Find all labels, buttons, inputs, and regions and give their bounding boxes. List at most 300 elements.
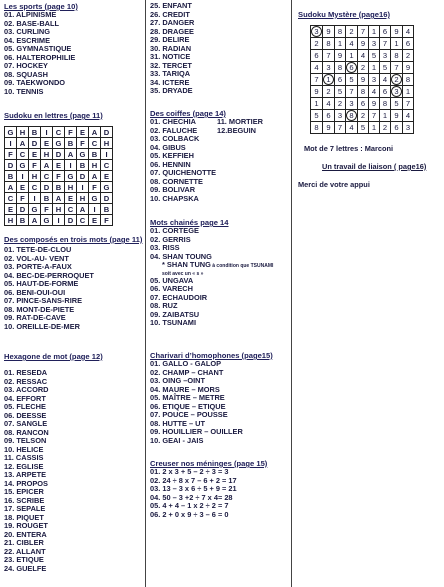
section-title-composes: Des composés en trois mots (page 11) <box>4 235 143 244</box>
grid-cell: A <box>17 138 29 149</box>
grid-cell: 5 <box>391 98 403 110</box>
list-item: 07. PINCE-SANS-RIRE <box>4 296 83 305</box>
grid-row <box>311 26 414 38</box>
circled-digit: 1 <box>323 74 334 85</box>
section-sports <box>4 2 143 96</box>
circled-digit: 3 <box>391 86 402 97</box>
grid-cell: D <box>65 215 77 226</box>
circled-digit: 3 <box>311 26 322 37</box>
list-item: 08. RANCON <box>4 427 49 437</box>
grid-cell: B <box>41 193 53 204</box>
chaines-list-part-1 <box>150 227 289 261</box>
grid-cell: I <box>65 160 77 171</box>
grid-row <box>311 98 414 110</box>
grid-cell: F <box>41 204 53 215</box>
list-item: 28. DRAGEE <box>150 26 194 36</box>
grid-cell: 1 <box>369 26 380 38</box>
grid-row <box>5 182 113 193</box>
grid-cell: 6 <box>311 50 323 62</box>
grid-cell: 6 <box>358 98 369 110</box>
grid-cell: 9 <box>391 110 403 122</box>
grid-cell: B <box>53 182 65 193</box>
list-item: 02. CHAMP – CHANT <box>150 367 224 377</box>
list-item: 02. VOL-AU- VENT <box>4 253 69 263</box>
grid-cell: 1 <box>369 122 380 134</box>
grid-row <box>311 38 414 50</box>
list-item: 16. SCRIBE <box>4 495 45 505</box>
section-title-chaines: Mots chainés page 14 <box>150 218 229 227</box>
grid-cell: 7 <box>346 86 358 98</box>
grid-cell: I <box>101 149 113 160</box>
list-item: 32. TERCET <box>150 60 192 70</box>
grid-cell: 5 <box>358 122 369 134</box>
list-item: 09. RAT-DE-CAVE <box>4 313 66 322</box>
grid-cell: B <box>5 171 17 182</box>
grid-row <box>5 127 113 138</box>
grid-cell: 8 <box>311 122 323 134</box>
grid-cell: 6 <box>380 86 391 98</box>
grid-cell: 3 <box>403 122 414 134</box>
list-item: 07. HOCKEY <box>4 61 48 70</box>
circled-digit: 6 <box>346 62 357 73</box>
grid-cell: I <box>41 127 53 138</box>
grid-cell: 6 <box>335 74 346 86</box>
grid-cell: 3 <box>380 50 391 62</box>
list-item: 01. TETE-DE-CLOU <box>4 245 72 254</box>
section-sudoku-mystere <box>298 10 442 189</box>
grid-cell: H <box>29 171 41 182</box>
grid-cell: 4 <box>323 98 335 110</box>
grid-cell: 2 <box>380 122 391 134</box>
grid-cell: I <box>89 204 101 215</box>
list-item: 19. ROUGET <box>4 521 48 530</box>
list-item: 08. RUZ <box>150 301 178 310</box>
list-item: 29. DELIRE <box>150 35 190 44</box>
list-item: 06. BENI-OUI-OUI <box>4 287 66 297</box>
section-charivari <box>150 351 289 445</box>
chaines-list-part-2 <box>150 277 289 328</box>
list-item: 10. TENNIS <box>4 86 44 96</box>
thanks-text: Merci de votre appui <box>298 180 370 189</box>
list-item: 14. PROPOS <box>4 478 48 488</box>
list-item: 09. HOUILLIER – OUILLER <box>150 427 243 436</box>
list-item: 11. MORTIER <box>217 117 263 126</box>
grid-cell: A <box>5 182 17 193</box>
grid-cell: 9 <box>311 86 323 98</box>
grid-row <box>311 122 414 134</box>
list-item: 05. GYMNASTIQUE <box>4 44 72 53</box>
grid-cell: H <box>41 149 53 160</box>
grid-cell: 7 <box>391 62 403 74</box>
list-item: 13. ARPETE <box>4 470 47 479</box>
grid-cell: C <box>77 215 89 226</box>
list-item: 03. OING –OINT <box>150 376 206 385</box>
list-item: 07. QUICHENOTTE <box>150 168 217 177</box>
list-item: 05. KEFFIEH <box>150 151 194 160</box>
grid-cell: C <box>5 193 17 204</box>
grid-cell: D <box>17 204 29 215</box>
list-item: 10. CHAPSKA <box>150 193 199 203</box>
grid-cell: E <box>53 160 65 171</box>
grid-cell: 5 <box>380 62 391 74</box>
grid-cell: 3 <box>369 74 380 86</box>
grid-cell: E <box>65 193 77 204</box>
list-item: 09. ZAIBATSU <box>150 309 200 319</box>
grid-cell: 9 <box>403 62 414 74</box>
grid-cell: G <box>5 127 17 138</box>
grid-cell: 9 <box>391 26 403 38</box>
grid-cell: 4 <box>311 62 323 74</box>
list-item: 02. 24 ÷ 8 x 7 – 6 + 2 = 17 <box>150 475 237 485</box>
grid-cell: 8 <box>391 50 403 62</box>
grid-cell: A <box>65 149 77 160</box>
list-item: 24. GUELFE <box>4 563 47 573</box>
grid-row <box>311 74 414 86</box>
grid-cell: C <box>41 171 53 182</box>
list-item: 02. GERRIS <box>150 234 191 244</box>
grid-cell: 3 <box>323 62 335 74</box>
grid-cell: 8 <box>335 62 346 74</box>
grid-cell: 9 <box>358 74 369 86</box>
grid-row <box>311 50 414 62</box>
grid-cell: F <box>89 182 101 193</box>
list-item: 04. SHAN TOUNG <box>150 251 212 261</box>
grid-cell: 2 <box>323 86 335 98</box>
grid-cell: G <box>65 171 77 182</box>
grid-cell: 1 <box>391 38 403 50</box>
list-item: 34. ICTERE <box>150 77 190 87</box>
list-item: 12. EGLISE <box>4 461 44 471</box>
section-title-meninges: Creuser nos méninges (page 15) <box>150 459 268 468</box>
grid-cell: G <box>77 149 89 160</box>
shan-tung-note <box>150 261 289 271</box>
section-hexagone-continued <box>150 2 289 96</box>
grid-cell: C <box>29 182 41 193</box>
grid-cell: C <box>65 204 77 215</box>
grid-cell: 7 <box>311 74 323 86</box>
list-item: 21. CIBLER <box>4 538 44 547</box>
list-item: 06. HENNIN <box>150 159 191 169</box>
grid-cell: B <box>17 215 29 226</box>
grid-cell: F <box>65 127 77 138</box>
grid-cell: 5 <box>335 86 346 98</box>
grid-cell: A <box>41 160 53 171</box>
list-item: 03. ACCORD <box>4 385 49 394</box>
grid-cell: D <box>29 138 41 149</box>
grid-cell: H <box>17 127 29 138</box>
grid-cell: 1 <box>335 38 346 50</box>
grid-cell: 3 <box>346 98 358 110</box>
list-item: 03. COLBACK <box>150 134 200 143</box>
grid-cell: D <box>101 193 113 204</box>
grid-cell: 4 <box>403 110 414 122</box>
grid-cell: 5 <box>369 50 380 62</box>
grid-cell: C <box>17 149 29 160</box>
list-item: 10. HELICE <box>4 444 44 454</box>
grid-cell <box>391 86 403 98</box>
grid-cell: 5 <box>311 110 323 122</box>
list-item: 06. 2 + 0 x 9 ÷ 3 – 6 = 0 <box>150 509 229 519</box>
section-hexagone <box>4 352 143 573</box>
grid-row <box>5 193 113 204</box>
grid-cell: E <box>101 171 113 182</box>
grid-cell: 8 <box>403 74 414 86</box>
grid-row <box>5 204 113 215</box>
meninges-list <box>150 468 289 519</box>
grid-cell: E <box>29 149 41 160</box>
list-item: 01. CHECHIA <box>150 117 196 126</box>
grid-cell: F <box>101 215 113 226</box>
grid-cell: I <box>53 215 65 226</box>
list-item: 03. 13 – 3 x 6 ÷ 5 + 9 = 21 <box>150 484 237 493</box>
grid-cell: 8 <box>323 38 335 50</box>
grid-cell: D <box>101 127 113 138</box>
grid-cell: 5 <box>346 74 358 86</box>
grid-cell: H <box>65 182 77 193</box>
list-item: 01. ALPINISME <box>4 10 57 19</box>
sports-list <box>4 11 143 96</box>
circled-digit: 8 <box>346 110 357 121</box>
list-item: 05. UNGAVA <box>150 275 194 285</box>
grid-cell: 4 <box>403 26 414 38</box>
grid-cell: 1 <box>346 50 358 62</box>
list-item: 07. SANGLE <box>4 419 48 428</box>
grid-cell: 7 <box>358 26 369 38</box>
list-item: 25. ENFANT <box>150 1 192 10</box>
grid-cell: I <box>77 182 89 193</box>
grid-cell: F <box>17 193 29 204</box>
grid-row <box>5 138 113 149</box>
shan-tung-note-2: soit avec un « s » <box>162 270 204 277</box>
grid-cell <box>323 74 335 86</box>
list-item: 10. TSUNAMI <box>150 318 196 327</box>
list-item: 12.BEGUIN <box>217 125 257 135</box>
list-item: 27. DANGER <box>150 18 195 27</box>
grid-cell: 8 <box>358 86 369 98</box>
grid-cell: C <box>101 160 113 171</box>
list-item: 17. SEPALE <box>4 504 46 513</box>
grid-cell: F <box>77 138 89 149</box>
shan-tung-main: * SHAN TUNG <box>162 260 211 269</box>
list-item: 03. RISS <box>150 243 180 252</box>
grid-row <box>5 160 113 171</box>
grid-cell: 6 <box>391 122 403 134</box>
list-item: 01. RESEDA <box>4 368 48 377</box>
list-item: 06. VARECH <box>150 284 193 293</box>
grid-cell: 4 <box>369 86 380 98</box>
grid-cell: 1 <box>311 98 323 110</box>
section-meninges <box>150 459 289 519</box>
grid-cell: 4 <box>346 38 358 50</box>
list-item: 30. RADIAN <box>150 43 192 53</box>
grid-cell: 2 <box>311 38 323 50</box>
column-3 <box>292 0 444 587</box>
list-item: 04. ESCRIME <box>4 35 51 45</box>
section-composes <box>4 235 143 331</box>
liaison-title: Un travail de liaison ( page16) <box>322 162 427 171</box>
grid-cell: B <box>65 138 77 149</box>
list-item: 09. TAEKWONDO <box>4 78 66 87</box>
grid-cell: G <box>101 182 113 193</box>
list-item: 01. GALLO - GALOP <box>150 359 222 368</box>
mystery-word: Mot de 7 lettres : Marconi <box>304 144 394 153</box>
grid-cell <box>346 62 358 74</box>
list-item: 04. EFFORT <box>4 393 46 403</box>
grid-cell: H <box>77 193 89 204</box>
list-item: 33. TARIQA <box>150 69 191 78</box>
grid-row <box>311 86 414 98</box>
grid-cell: 7 <box>403 98 414 110</box>
grid-cell: 7 <box>335 122 346 134</box>
grid-cell: 4 <box>380 74 391 86</box>
list-item: 03. CURLING <box>4 27 50 36</box>
grid-cell: H <box>53 204 65 215</box>
list-item: 31. NOTICE <box>150 52 191 61</box>
grid-cell: 9 <box>323 122 335 134</box>
grid-cell: D <box>41 182 53 193</box>
grid-cell: F <box>29 160 41 171</box>
section-title-coiffes: Des coiffes (page 14) <box>150 109 226 118</box>
grid-cell: B <box>29 127 41 138</box>
grid-cell: E <box>5 204 17 215</box>
grid-cell: G <box>29 204 41 215</box>
list-item: 18. PIQUET <box>4 512 44 522</box>
section-title-sudoku-letters: Sudoku en lettres (page 11) <box>4 111 103 120</box>
grid-cell: D <box>77 171 89 182</box>
grid-cell: 6 <box>380 26 391 38</box>
section-coiffes <box>150 109 289 203</box>
grid-cell: E <box>89 215 101 226</box>
grid-cell: 2 <box>358 110 369 122</box>
grid-cell: E <box>17 182 29 193</box>
composes-list <box>4 246 143 331</box>
grid-cell <box>346 110 358 122</box>
grid-cell: C <box>53 127 65 138</box>
list-item: 23. ETIQUE <box>4 555 44 564</box>
charivari-list <box>150 360 289 445</box>
grid-row <box>5 149 113 160</box>
shan-tung-condition: à condition que TSUNAMI <box>210 263 274 269</box>
list-item: 05. HAUT-DE-FORME <box>4 279 79 288</box>
grid-cell: I <box>17 171 29 182</box>
list-item: 15. EPICER <box>4 487 44 496</box>
list-item: 02. FALUCHE <box>150 125 198 135</box>
grid-cell: H <box>101 138 113 149</box>
section-chaines <box>150 218 289 328</box>
grid-cell: 1 <box>369 62 380 74</box>
section-title-sports: Les sports (page 10) <box>4 2 78 11</box>
grid-cell: 4 <box>346 122 358 134</box>
grid-cell: 2 <box>346 26 358 38</box>
grid-cell: 2 <box>358 62 369 74</box>
grid-cell: 1 <box>380 110 391 122</box>
grid-cell: G <box>89 193 101 204</box>
grid-row <box>5 215 113 226</box>
column-2 <box>146 0 291 587</box>
grid-cell: I <box>29 193 41 204</box>
grid-cell: 7 <box>369 110 380 122</box>
grid-cell: 9 <box>335 50 346 62</box>
grid-row <box>5 171 113 182</box>
grid-row <box>311 62 414 74</box>
coiffes-extra-list <box>217 118 263 135</box>
list-item: 06. ETIQUE – ETIQUE <box>150 401 226 411</box>
list-item: 06. DEESSE <box>4 410 47 420</box>
grid-cell: 3 <box>335 110 346 122</box>
grid-cell: 8 <box>380 98 391 110</box>
list-item: 20. ENTERA <box>4 529 47 539</box>
grid-cell: D <box>53 149 65 160</box>
list-item: 26. CREDIT <box>150 9 190 19</box>
grid-cell: 6 <box>323 110 335 122</box>
column-1 <box>0 0 145 587</box>
hexagone-list-part-1 <box>4 369 143 573</box>
list-item: 08. HUTTE – UT <box>150 418 206 428</box>
list-item: 08. MONT-DE-PIETE <box>4 304 75 314</box>
grid-cell: D <box>5 160 17 171</box>
list-item: 07. ECHAUDOIR <box>150 292 208 302</box>
grid-cell: 7 <box>380 38 391 50</box>
grid-cell: E <box>77 127 89 138</box>
grid-cell: 1 <box>403 86 414 98</box>
grid-cell: B <box>89 149 101 160</box>
grid-cell: 4 <box>358 50 369 62</box>
sudoku-mystere-grid <box>310 25 414 134</box>
list-item: 05. MAÎTRE – METRE <box>150 393 225 402</box>
circled-digit: 2 <box>391 74 402 85</box>
list-item: 08. CORNETTE <box>150 176 203 186</box>
section-title-sudoku-mystere: Sudoku Mystère (page16) <box>298 10 390 19</box>
section-title-charivari: Charivari d’homophones (page15) <box>150 351 273 360</box>
grid-cell: F <box>5 149 17 160</box>
grid-cell: A <box>89 127 101 138</box>
grid-cell <box>391 74 403 86</box>
section-title-hexagone: Hexagone de mot (page 12) <box>4 352 103 361</box>
grid-cell: 7 <box>323 50 335 62</box>
list-item: 06. HALTEROPHILIE <box>4 52 76 62</box>
grid-cell: A <box>53 193 65 204</box>
grid-cell <box>311 26 323 38</box>
grid-cell: B <box>77 160 89 171</box>
grid-cell: G <box>41 215 53 226</box>
grid-cell: I <box>5 138 17 149</box>
list-item: 04. 50 – 3 +2 ÷ 7 x 4= 28 <box>150 492 233 502</box>
list-item: 10. OREILLE-DE-MER <box>4 321 80 331</box>
grid-cell: 2 <box>403 50 414 62</box>
grid-cell: H <box>89 160 101 171</box>
list-item: 04. BEC-DE-PERROQUET <box>4 270 94 280</box>
list-item: 09. TELSON <box>4 436 47 445</box>
list-item: 01. CORTEGE <box>150 226 199 235</box>
grid-cell: 3 <box>369 38 380 50</box>
grid-cell: C <box>89 138 101 149</box>
list-item: 05. 4 + 4 – 1 x 2 ÷ 2 = 7 <box>150 501 229 510</box>
sudoku-letters-grid <box>4 126 113 226</box>
list-item: 10. GEAI - JAIS <box>150 435 204 445</box>
grid-cell: F <box>53 171 65 182</box>
grid-cell: A <box>89 171 101 182</box>
list-item: 09. BOLIVAR <box>150 185 196 194</box>
grid-cell: 9 <box>369 98 380 110</box>
section-sudoku-letters <box>4 111 143 226</box>
grid-cell: A <box>77 204 89 215</box>
list-item: 11. CASSIS <box>4 453 44 462</box>
list-item: 02. RESSAC <box>4 376 48 386</box>
grid-cell: 2 <box>335 98 346 110</box>
list-item: 01. 2 x 3 + 5 – 2 ÷ 3 = 3 <box>150 467 229 476</box>
list-item: 04. GIBUS <box>150 142 186 152</box>
grid-cell: G <box>53 138 65 149</box>
